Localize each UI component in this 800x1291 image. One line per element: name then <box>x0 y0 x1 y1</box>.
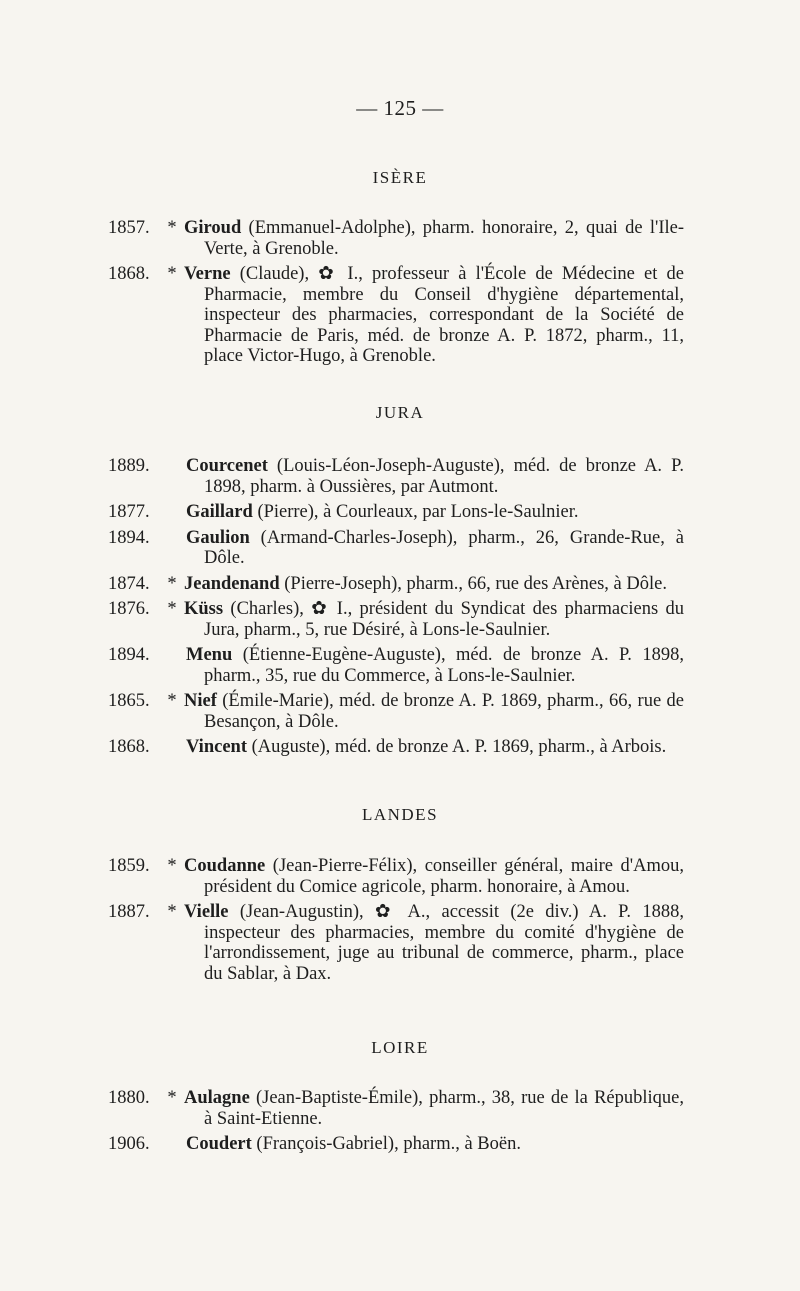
section-title-loire: LOIRE <box>371 1038 429 1057</box>
entry-name: Aulagne <box>184 1088 250 1108</box>
entry-details: (Pierre), à Courleaux, par Lons-le-Saulnier. <box>252 502 579 522</box>
entry-details: (Armand-Charles-Joseph), pharm., 26, Grande-Rue, à Dôle. <box>204 527 684 568</box>
entry-details: (Émile-Marie), méd. de bronze A. P. 1869, pharm., 66, rue de Besançon, à Dôle. <box>204 691 684 732</box>
entry-year: 1874. <box>108 573 150 594</box>
entry-name: Vielle <box>184 902 229 922</box>
entry-mark: * <box>167 264 177 284</box>
entry-name: Nief <box>184 691 217 711</box>
entry-name: Vincent <box>186 737 247 757</box>
section-landes-entries <box>108 856 684 989</box>
entry <box>108 218 684 259</box>
entry-name: Courcenet <box>186 456 268 476</box>
entry <box>108 856 684 897</box>
section-jura-entries <box>108 456 684 763</box>
entry <box>108 902 684 984</box>
entry-year: 1894. <box>108 527 150 548</box>
entry-mark: * <box>167 573 177 594</box>
entry-year: 1906. <box>108 1134 150 1154</box>
entry-details: (Charles), ✿ I., président du Syndicat des pharmaciens du Jura, pharm., 5, rue Désiré, à Lons-le-Saulnier. <box>204 599 684 640</box>
entry <box>108 502 684 523</box>
section-isere-entries <box>108 218 684 372</box>
entry-year: 1889. <box>108 456 150 476</box>
entry-name: Küss <box>184 599 224 619</box>
entry-year: 1876. <box>108 599 150 619</box>
entry-mark: * <box>167 856 177 876</box>
entry-details: (Jean-Augustin), ✿ A., accessit (2e div.) A. P. 1888, inspecteur des pharmacies, membre du comité d'hygiène de l'arrondissement, juge au tribunal de commerce, pharm., place du Sablar, à Dax. <box>204 902 684 984</box>
entry-mark: * <box>167 599 177 619</box>
entry <box>108 574 684 595</box>
entry-year: 1859. <box>108 856 150 876</box>
entry-name: Menu <box>186 645 233 665</box>
entry <box>108 737 684 758</box>
entry-details: (Pierre-Joseph), pharm., 66, rue des Arènes, à Dôle. <box>279 573 667 594</box>
entry-name: Gaulion <box>186 527 250 548</box>
entry-year: 1857. <box>108 218 150 238</box>
section-title-jura: JURA <box>375 403 425 422</box>
entry-name: Jeandenand <box>184 573 280 594</box>
section-title-isere: ISÈRE <box>372 168 428 187</box>
entry-year: 1880. <box>108 1088 150 1108</box>
entry <box>108 528 684 569</box>
entry-details: (Auguste), méd. de bronze A. P. 1869, pharm., à Arbois. <box>246 737 667 757</box>
entry-details: (Louis-Léon-Joseph-Auguste), méd. de bronze A. P. 1898, pharm. à Oussières, par Autmont. <box>204 456 684 497</box>
entry-year: 1868. <box>108 737 150 757</box>
entry-name: Giroud <box>184 218 242 238</box>
entry-name: Gaillard <box>186 502 253 522</box>
entry-details: (Jean-Baptiste-Émile), pharm., 38, rue de la République, à Saint-Etienne. <box>204 1088 684 1129</box>
entry <box>108 645 684 686</box>
entry <box>108 456 684 497</box>
entry-details: (Étienne-Eugène-Auguste), méd. de bronze A. P. 1898, pharm., 35, rue du Commerce, à Lons-le-Saulnier. <box>204 645 684 686</box>
entry <box>108 1088 684 1129</box>
entry-details: (François-Gabriel), pharm., à Boën. <box>251 1134 521 1154</box>
entry-details: (Jean-Pierre-Félix), conseiller général, maire d'Amou, président du Comice agricole, pharm. honoraire, à Amou. <box>204 856 684 897</box>
entry-year: 1868. <box>108 264 150 284</box>
entry-year: 1877. <box>108 502 150 522</box>
entry <box>108 264 684 367</box>
entry-name: Verne <box>184 264 231 284</box>
entry-year: 1887. <box>108 902 150 922</box>
entry <box>108 691 684 732</box>
section-title-landes: LANDES <box>361 805 439 824</box>
entry-name: Coudanne <box>184 856 266 876</box>
entry <box>108 599 684 640</box>
entry-year: 1865. <box>108 691 150 711</box>
entry-mark: * <box>167 691 177 711</box>
entry-mark: * <box>167 1088 177 1108</box>
section-loire-entries <box>108 1088 684 1160</box>
entry-mark: * <box>167 218 177 238</box>
entry-year: 1894. <box>108 645 150 665</box>
entry-details: (Emmanuel-Adolphe), pharm. honoraire, 2, quai de l'Ile-Verte, à Grenoble. <box>204 218 684 259</box>
entry-details: (Claude), ✿ I., professeur à l'École de Médecine et de Pharmacie, membre du Conseil d'hygiène départemental, inspecteur des pharmacies, correspondant de la Société de Pharmacie de Paris, méd. de bronze A. P. 1872, pharm., 11, place Victor-Hugo, à Grenoble. <box>204 264 684 366</box>
entry-mark: * <box>167 902 177 922</box>
entry-name: Coudert <box>186 1134 252 1154</box>
page-number: — 125 — <box>356 96 444 120</box>
entry <box>108 1134 684 1155</box>
